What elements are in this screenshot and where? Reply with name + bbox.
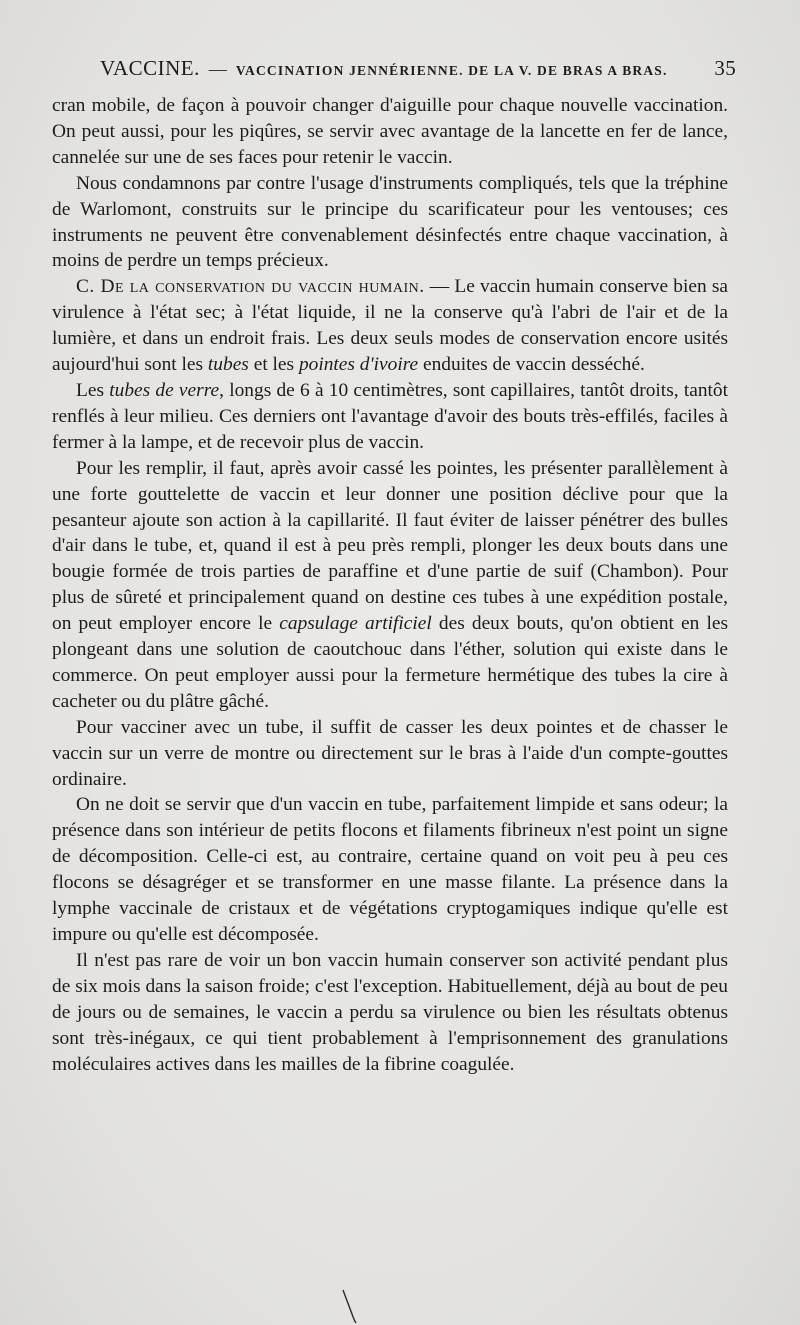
body-text (52, 93, 728, 1077)
running-head (100, 56, 736, 88)
running-head-subtitle: VACCINATION JENNÉRIENNE. DE LA V. DE BRAS A BRAS. (235, 63, 668, 78)
paragraph-2: Nous condamnons par contre l'usage d'instruments compliqués, tels que la tréphine de Warlomont, construits sur le principe du scarificateur pour les ventouses; ces instruments ne peuvent être convenablement désinfectés entre chaque vaccination, à moins de perdre un temps précieux. (52, 172, 728, 272)
paragraph-3-italic-2: pointes d'ivoire (298, 354, 419, 376)
heading-dash: — (424, 276, 455, 298)
paragraph-3-italic-1: tubes (207, 354, 249, 376)
paragraph-3-text-c: enduites de vaccin desséché. (418, 354, 645, 376)
paragraph-4-italic-1: tubes de verre (109, 379, 220, 401)
paragraph-8: Il n'est pas rare de voir un bon vaccin humain conserver son activité pendant plus de six mois dans la saison froide; c'est l'exception. Habituellement, déjà au bout de peu de jours ou de semaines, le vaccin a perdu sa virulence ou bien les résultats obtenus sont très-inégaux, ce qui tient probablement à l'emprisonnement des granulations moléculaires actives dans les mailles de la fibrine coagulée. (52, 949, 728, 1075)
running-head-dash: — (208, 59, 227, 79)
paragraph-5 (52, 456, 728, 715)
paragraph-1: cran mobile, de façon à pouvoir changer d'aiguille pour chaque nouvelle vaccination. On peut aussi, pour les piqûres, se servir avec avantage de la lancette en fer de lance, cannelée sur une de ses faces pour retenir le vaccin. (52, 95, 728, 168)
running-head-section: VACCINE. (100, 56, 200, 80)
paragraph-3-text-a: Le vaccin humain conserve bien sa virulence à l'état sec; à l'état liquide, il ne la conserve qu'à l'abri de l'air et de la lumière, et dans un endroit frais. Les deux seuls modes de conservation encore usités aujourd'hui sont les (52, 276, 728, 376)
paragraph-3 (52, 274, 728, 378)
paragraph-5-text-a: Pour les remplir, il faut, après avoir cassé les pointes, les présenter parallèlement à une forte gouttelette de vaccin et leur donner une position déclive pour que la pesanteur ajoute son action à la capillarité. Il faut éviter de laisser pénétrer des bulles d'air dans le tube, et, quand il est à peu près rempli, plonger les deux bouts dans une bougie formée de trois parties de paraffine et d'une partie de suif (Chambon). Pour plus de sûreté et principalement quand on destine ces tubes à une expédition postale, on peut employer encore le (52, 457, 728, 635)
section-heading: C. De la conservation du vaccin humain. (76, 276, 425, 298)
paragraph-5-italic-1: capsulage artificiel (279, 613, 432, 635)
paragraph-6: Pour vacciner avec un tube, il suffit de casser les deux pointes et de chasser le vaccin sur un verre de montre ou directement sur le bras à l'aide d'un compte-gouttes ordinaire. (52, 716, 728, 790)
paragraph-5-text-b: des deux bouts, qu'on obtient en les plongeant dans une solution de caoutchouc dans l'éther, solution qui existe dans le commerce. On peut employer aussi pour la fermeture hermétique des tubes la cire à cacheter ou du plâtre gâché. (52, 613, 729, 712)
paragraph-4-text-a: Les (76, 379, 110, 401)
paragraph-4-text-b: , longs de 6 à 10 centimètres, sont capillaires, tantôt droits, tantôt renflés à leur milieu. Ces derniers ont l'avantage d'avoir des bouts très-effilés, faciles à fermer à la lampe, et de recevoir plus de vaccin. (52, 379, 728, 453)
paragraph-4 (52, 378, 728, 456)
paragraph-7: On ne doit se servir que d'un vaccin en tube, parfaitement limpide et sans odeur; la présence dans son intérieur de petits flocons et filaments fibrineux n'est point un signe de décomposition. Celle-ci est, au contraire, certaine quand on voit peu à peu ces flocons se désagréger et se transformer en une masse filante. La présence dans la lymphe vaccinale de cristaux et de végétations cryptogamiques indique qu'elle est impure ou qu'elle est décomposée. (52, 794, 728, 945)
page-number: 35 (714, 56, 736, 80)
paragraph-3-text-b: et les (248, 354, 299, 376)
pen-stroke-mark (340, 1288, 364, 1324)
